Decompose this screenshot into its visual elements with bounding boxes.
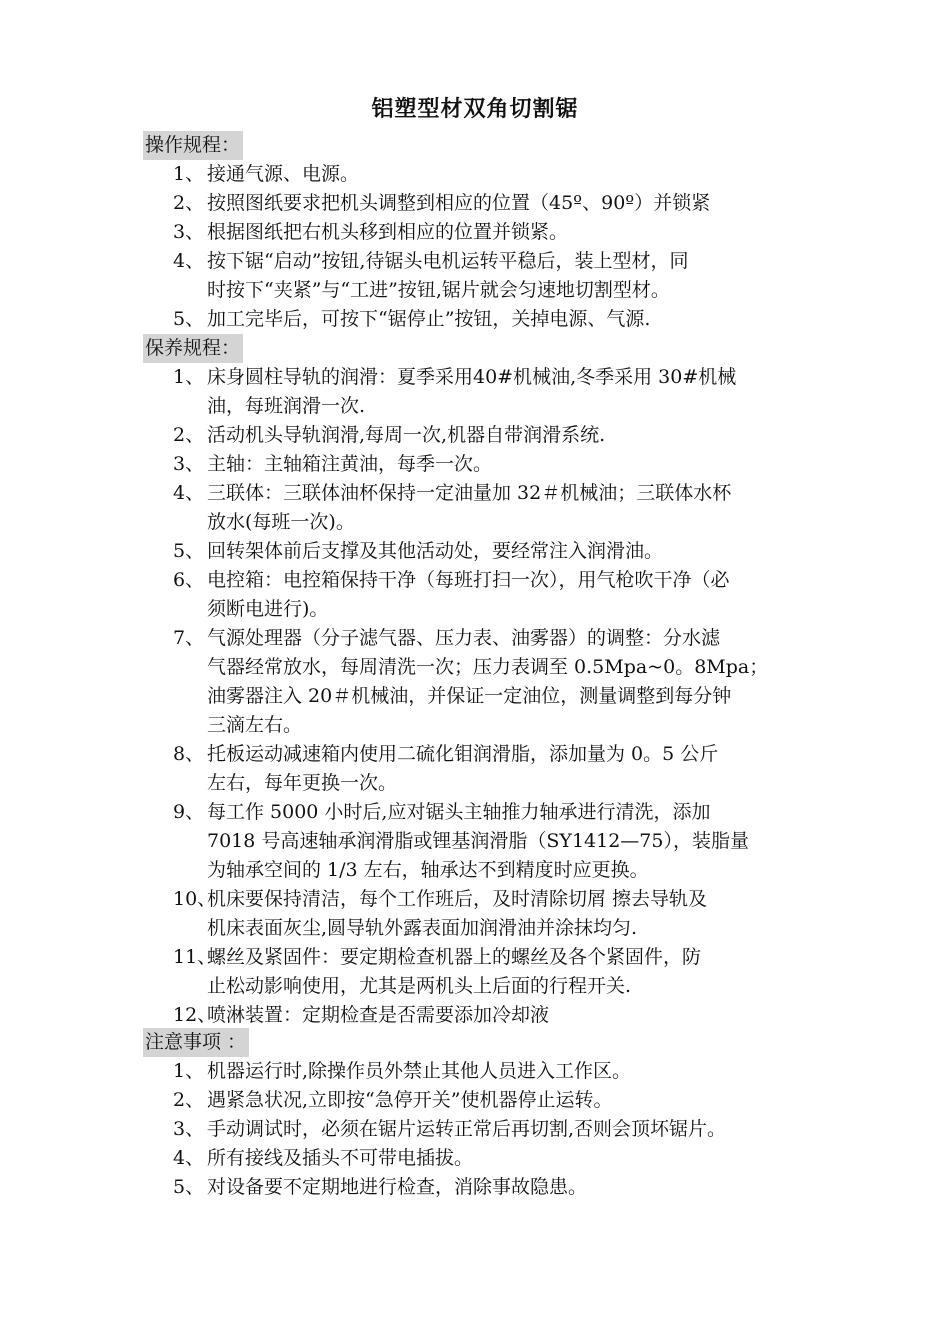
item-number: 2、 (173, 1089, 205, 1111)
item-text-line: 机床表面灰尘,圆导轨外露表面加润滑油并涂抹均匀. (207, 917, 638, 939)
item-text-line: 加工完毕后，可按下“锯停止”按钮，关掉电源、气源. (207, 308, 651, 330)
list-item (143, 1086, 823, 1115)
list-item (143, 479, 823, 537)
item-text-line: 三滴左右。 (207, 714, 303, 736)
section-heading: 注意事项 ： (143, 1028, 249, 1057)
item-text-line: 机器运行时,除操作员外禁止其他人员进入工作区。 (207, 1060, 632, 1082)
item-text-line: 回转架体前后支撑及其他活动处，要经常注入润滑油。 (207, 540, 664, 562)
list-item (143, 1144, 823, 1173)
list-item (143, 305, 823, 334)
list-item (143, 624, 823, 740)
section-notes (143, 1028, 823, 1202)
item-number: 2、 (173, 424, 205, 446)
section-maintenance (143, 334, 823, 1030)
item-number: 3、 (173, 1118, 205, 1140)
item-text-line: 油雾器注入 20＃机械油，并保证一定油位，测量调整到每分钟 (207, 685, 732, 707)
item-text-line: 为轴承空间的 1/3 左右，轴承达不到精度时应更换。 (207, 859, 649, 881)
item-number: 1、 (173, 366, 205, 388)
list-item (143, 450, 823, 479)
section-heading: 操作规程： (143, 131, 243, 160)
item-text-line: 主轴：主轴箱注黄油，每季一次。 (207, 453, 493, 475)
item-number: 4、 (173, 1147, 205, 1169)
list-item (143, 798, 823, 885)
item-number: 6、 (173, 569, 205, 591)
item-text-line: 放水(每班一次)。 (207, 511, 355, 533)
item-text-line: 左右，每年更换一次。 (207, 772, 398, 794)
item-text-line: 7018 号高速轴承润滑脂或锂基润滑脂（SY1412—75），装脂量 (207, 830, 749, 852)
list-item (143, 421, 823, 450)
list-item (143, 1057, 823, 1086)
item-number: 12、 (173, 1004, 217, 1026)
list-item (143, 885, 823, 943)
item-text-line: 手动调试时，必须在锯片运转正常后再切割,否则会顶坏锯片。 (207, 1118, 727, 1140)
item-text-line: 油，每班润滑一次. (207, 395, 366, 417)
item-number: 1、 (173, 1060, 205, 1082)
item-text-line: 喷淋装置：定期检查是否需要添加冷却液 (207, 1004, 550, 1026)
item-text-line: 时按下“夹紧”与“工进”按钮,锯片就会匀速地切割型材。 (207, 279, 670, 301)
item-text-line: 床身圆柱导轨的润滑：夏季采用40#机械油,冬季采用 30#机械 (207, 366, 737, 388)
item-text-line: 机床要保持清洁，每个工作班后，及时清除切屑 擦去导轨及 (207, 888, 708, 910)
item-number: 7、 (173, 627, 205, 649)
section-operation (143, 131, 823, 334)
list-item (143, 740, 823, 798)
item-text-line: 接通气源、电源。 (207, 163, 360, 185)
item-number: 4、 (173, 482, 205, 504)
page-title: 铝塑型材双角切割锯 (371, 97, 579, 122)
item-number: 5、 (173, 1176, 205, 1198)
item-number: 9、 (173, 801, 205, 823)
list (143, 1057, 823, 1202)
item-number: 10、 (173, 888, 217, 910)
list-item (143, 566, 823, 624)
item-number: 3、 (173, 221, 205, 243)
list (143, 160, 823, 334)
list-item (143, 1115, 823, 1144)
item-text-line: 所有接线及插头不可带电插拔。 (207, 1147, 474, 1169)
item-number: 1、 (173, 163, 205, 185)
item-text-line: 按照图纸要求把机头调整到相应的位置（45º、90º）并锁紧 (207, 192, 711, 214)
item-text-line: 对设备要不定期地进行检查，消除事故隐患。 (207, 1176, 588, 1198)
list-item (143, 247, 823, 305)
item-text-line: 电控箱：电控箱保持干净（每班打扫一次），用气枪吹干净（必 (207, 569, 730, 591)
item-number: 4、 (173, 250, 205, 272)
item-text-line: 气源处理器（分子滤气器、压力表、油雾器）的调整：分水滤 (207, 627, 721, 649)
item-number: 5、 (173, 540, 205, 562)
item-text-line: 根据图纸把右机头移到相应的位置并锁紧。 (207, 221, 569, 243)
list-item (143, 1001, 823, 1030)
list-item (143, 218, 823, 247)
item-text-line: 每工作 5000 小时后,应对锯头主轴推力轴承进行清洗，添加 (207, 801, 711, 823)
item-number: 11、 (173, 946, 217, 968)
item-text-line: 按下锯“启动”按钮,待锯头电机运转平稳后，装上型材，同 (207, 250, 689, 272)
item-text-line: 螺丝及紧固件：要定期检查机器上的螺丝及各个紧固件，防 (207, 946, 702, 968)
list-item (143, 1173, 823, 1202)
item-number: 8、 (173, 743, 205, 765)
list-item (143, 363, 823, 421)
item-number: 3、 (173, 453, 205, 475)
item-text-line: 活动机头导轨润滑,每周一次,机器自带润滑系统. (207, 424, 606, 446)
item-number: 2、 (173, 192, 205, 214)
list-item (143, 537, 823, 566)
item-text-line: 遇紧急状况,立即按“急停开关”使机器停止运转。 (207, 1089, 613, 1111)
section-heading: 保养规程： (143, 334, 243, 363)
list-item (143, 943, 823, 1001)
item-text-line: 托板运动减速箱内使用二硫化钼润滑脂，添加量为 0。5 公斤 (207, 743, 719, 765)
item-text-line: 止松动影响使用，尤其是两机头上后面的行程开关. (207, 975, 632, 997)
item-number: 5、 (173, 308, 205, 330)
list (143, 363, 823, 1030)
item-text-line: 气器经常放水，每周清洗一次；压力表调至 0.5Mpa~0。8Mpa； (207, 656, 769, 678)
list-item (143, 160, 823, 189)
list-item (143, 189, 823, 218)
item-text-line: 三联体：三联体油杯保持一定油量加 32＃机械油；三联体水杯 (207, 482, 732, 504)
item-text-line: 须断电进行)。 (207, 598, 329, 620)
